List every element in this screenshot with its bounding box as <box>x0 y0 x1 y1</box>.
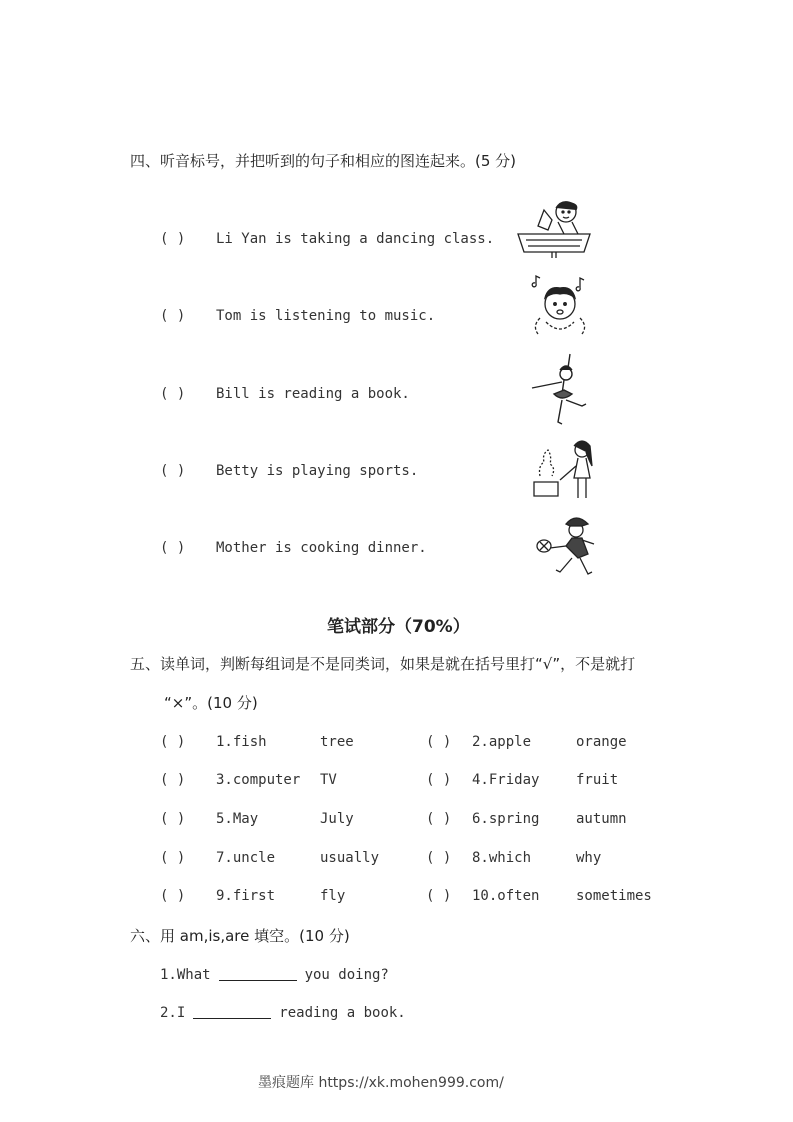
answer-paren[interactable]: ( ) <box>160 540 186 556</box>
answer-paren[interactable]: ( ) <box>426 734 452 750</box>
word-pair: fly <box>320 888 346 904</box>
word-pair: sometimes <box>576 888 652 904</box>
answer-paren[interactable]: ( ) <box>160 463 186 479</box>
word-pair: July <box>320 811 354 827</box>
sentence-text: Mother is cooking dinner. <box>216 540 427 556</box>
question-text: 1.What <box>160 967 211 983</box>
word-number: 5.May <box>216 811 259 827</box>
section5-heading-cont: “×”。(10 分) <box>164 694 258 712</box>
word-pair: autumn <box>576 811 627 827</box>
word-number: 4.Friday <box>472 772 540 788</box>
word-number: 8.which <box>472 850 532 866</box>
word-number: 6.spring <box>472 811 540 827</box>
answer-paren[interactable]: ( ) <box>160 308 186 324</box>
fill-question-2 <box>160 1004 406 1021</box>
answer-paren[interactable]: ( ) <box>160 772 186 788</box>
answer-paren[interactable]: ( ) <box>160 850 186 866</box>
word-pair: tree <box>320 734 354 750</box>
answer-paren[interactable]: ( ) <box>160 231 186 247</box>
word-pair: why <box>576 850 602 866</box>
fill-question-1 <box>160 966 389 983</box>
section5-heading: 五、读单词，判断每组词是不是同类词，如果是就在括号里打“√”，不是就打 <box>130 655 636 673</box>
footer-watermark: 墨痕题库 https://xk.mohen999.com/ <box>258 1075 504 1091</box>
sentence-text: Bill is reading a book. <box>216 386 410 402</box>
answer-paren[interactable]: ( ) <box>426 888 452 904</box>
word-number: 1.fish <box>216 734 267 750</box>
written-part-title: 笔试部分（70%） <box>327 617 470 637</box>
answer-paren[interactable]: ( ) <box>426 850 452 866</box>
boy-music-picture <box>528 274 592 342</box>
word-pair: fruit <box>576 772 619 788</box>
answer-paren[interactable]: ( ) <box>160 734 186 750</box>
girl-tennis-picture <box>532 514 598 582</box>
woman-cooking-picture <box>530 436 600 502</box>
question-text: 2.I <box>160 1005 186 1021</box>
answer-paren[interactable]: ( ) <box>160 888 186 904</box>
answer-paren[interactable]: ( ) <box>426 811 452 827</box>
answer-paren[interactable]: ( ) <box>426 772 452 788</box>
word-number: 3.computer <box>216 772 301 788</box>
word-number: 10.often <box>472 888 540 904</box>
word-pair: TV <box>320 772 337 788</box>
section4-heading: 四、听音标号，并把听到的句子和相应的图连起来。(5 分) <box>130 152 517 170</box>
sentence-text: Betty is playing sports. <box>216 463 419 479</box>
question-text: reading a book. <box>279 1005 406 1021</box>
boy-reading-picture <box>512 196 594 260</box>
sentence-text: Li Yan is taking a dancing class. <box>216 231 495 247</box>
word-number: 9.first <box>216 888 276 904</box>
sentence-text: Tom is listening to music. <box>216 308 436 324</box>
question-text: you doing? <box>304 967 389 983</box>
answer-blank[interactable] <box>219 966 297 981</box>
word-pair: usually <box>320 850 380 866</box>
answer-paren[interactable]: ( ) <box>160 811 186 827</box>
word-number: 7.uncle <box>216 850 276 866</box>
girl-dancing-picture <box>524 350 590 430</box>
word-pair: orange <box>576 734 627 750</box>
section6-heading: 六、用 am,is,are 填空。(10 分) <box>130 927 350 945</box>
answer-paren[interactable]: ( ) <box>160 386 186 402</box>
answer-blank[interactable] <box>193 1004 271 1019</box>
word-number: 2.apple <box>472 734 532 750</box>
